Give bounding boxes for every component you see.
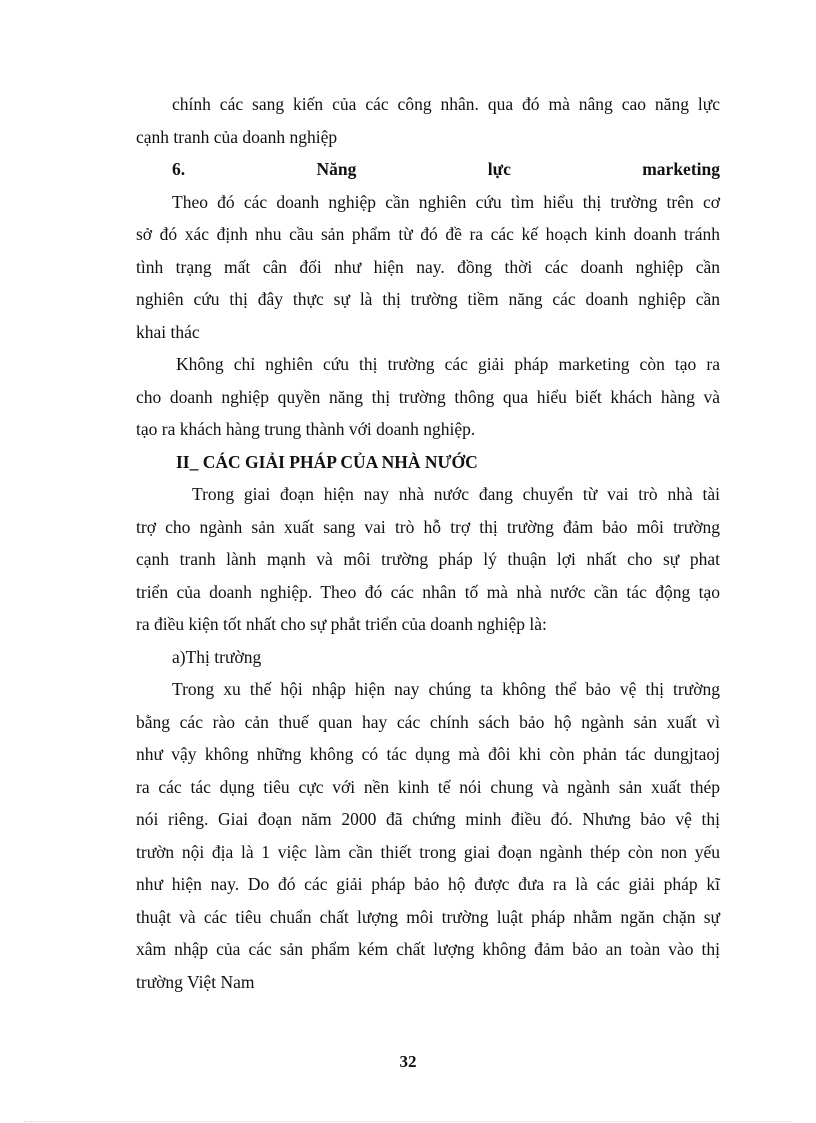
section-6-number: 6. [172,159,186,179]
paragraph-market [136,673,720,998]
text-line: trường Việt Nam [136,971,255,992]
text-line: chính các sang kiến của các công nhân. qua đó mà nâng cao năng lực [172,94,720,114]
text-line: cho doanh nghiệp quyền năng thị trường thông qua hiểu biết khách hàng và [136,386,720,407]
text-line: bằng các rào cản thuế quan hay các chính sách bảo hộ ngành sản xuất vì [136,711,720,732]
page-number: 32 [399,1052,417,1071]
text-line: tạo ra khách hàng trung thành với doanh nghiệp. [136,419,476,439]
text-line: thuật và các tiêu chuẩn chất lượng môi trường luật pháp nhằm ngăn chặn sự [136,906,720,927]
text-line: như vậy không những không có tác dụng mà đôi khi còn phản tác dungjtaoj [136,744,720,764]
text-line: ra các tác dụng tiêu cực với nền kinh tế nói chung và ngành sản xuất thép [136,776,720,797]
paragraph-state [136,478,720,641]
paragraph-marketing-2 [136,348,720,446]
text-line: Không chỉ nghiên cứu thị trường các giải pháp marketing còn tạo ra [176,354,720,374]
section-6-heading [136,153,720,186]
text-line: cạnh tranh lành mạnh và môi trường pháp lý thuận lợi nhất cho sự phat [136,549,720,569]
text-line: Trong xu thế hội nhập hiện nay chúng ta không thể bảo vệ thị trường [172,679,720,699]
text-line: ra điều kiện tốt nhất cho sự phắt triển của doanh nghiệp là: [136,614,547,634]
document-page [136,88,720,998]
section-ii-heading: II_ CÁC GIẢI PHÁP CỦA NHÀ NƯỚC [176,451,478,472]
text-line: nói riêng. Giai đoạn năm 2000 đã chứng minh điều đó. Nhưng bảo vệ thị [136,809,720,829]
text-line: nghiên cứu thị đây thực sự là thị trường tiềm năng các doanh nghiệp cần [136,289,720,309]
subsection-a-title: a)Thị trường [172,646,262,667]
page-bottom-divider [24,1121,792,1122]
paragraph-intro [136,88,720,153]
text-line: xâm nhập của các sản phẩm kém chất lượng không đảm bảo an toàn vào thị [136,939,720,959]
text-line: sở đó xác định nhu cầu sản phẩm từ đó đề ra các kế hoạch kinh doanh tránh [136,224,720,244]
text-line: trườn nội địa là 1 việc làm cần thiết trong giai đoạn ngành thép còn non yếu [136,841,720,862]
text-line: cạnh tranh của doanh nghiệp [136,126,338,147]
text-line: trợ cho ngành sản xuất sang vai trò hỗ trợ thị trường đảm bảo môi trường [136,516,720,537]
text-line: Trong giai đoạn hiện nay nhà nước đang chuyển từ vai trò nhà tài [192,484,720,504]
text-line: tình trạng mất cân đối như hiện nay. đồng thời các doanh nghiệp cần [136,256,720,277]
section-6-word: lực [487,159,511,179]
paragraph-marketing-1 [136,186,720,349]
text-line: triển của doanh nghiệp. Theo đó các nhân tố mà nhà nước cần tác động tạo [136,581,720,602]
text-line: như hiện nay. Do đó các giải pháp bảo hộ được đưa ra là các giải pháp kĩ [136,874,720,894]
section-6-word: marketing [642,159,720,179]
section-6-word: Năng [316,159,357,179]
text-line: khai thác [136,321,200,342]
text-line: Theo đó các doanh nghiệp cần nghiên cứu tìm hiểu thị trường trên cơ [172,191,720,212]
